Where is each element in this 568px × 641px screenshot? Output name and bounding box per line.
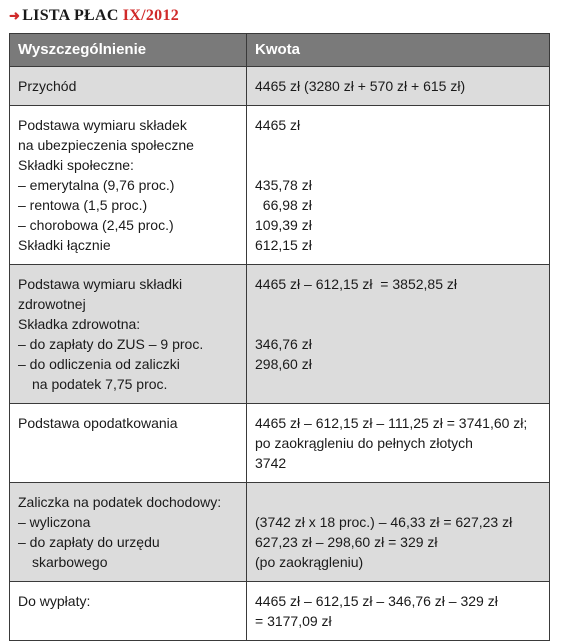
table-row <box>10 483 550 582</box>
cell-line: (3742 zł x 18 proc.) – 46,33 zł = 627,23 zł <box>255 514 513 530</box>
arrow-icon: ➜ <box>9 8 21 23</box>
cell-line: 612,15 zł <box>255 237 312 253</box>
cell-line: 109,39 zł <box>255 217 312 233</box>
cell-spacer <box>255 135 541 155</box>
row-amount <box>247 483 550 582</box>
cell-line: – emerytalna (9,76 proc.) <box>18 177 175 193</box>
document-title <box>9 4 179 28</box>
cell-line: skarbowego <box>32 554 108 570</box>
cell-spacer <box>255 294 541 314</box>
cell-line: na ubezpieczenia społeczne <box>18 137 194 153</box>
row-description <box>10 582 247 641</box>
row-description <box>10 265 247 404</box>
cell-line: 66,98 zł <box>255 197 312 213</box>
table-header-row <box>10 34 550 67</box>
row-description <box>10 404 247 483</box>
cell-line: 346,76 zł <box>255 336 312 352</box>
cell-line: Składki łącznie <box>18 237 111 253</box>
cell-line: po zaokrągleniu do pełnych złotych <box>255 435 473 451</box>
cell-line: Przychód <box>18 78 77 94</box>
row-description <box>10 67 247 106</box>
cell-line: 4465 zł – 612,15 zł = 3852,85 zł <box>255 276 457 292</box>
row-amount <box>247 582 550 641</box>
cell-line: Składka zdrowotna: <box>18 316 141 332</box>
cell-line: Zaliczka na podatek dochodowy: <box>18 494 222 510</box>
row-amount <box>247 67 550 106</box>
cell-line: – wyliczona <box>18 514 91 530</box>
cell-line: Do wypłaty: <box>18 593 91 609</box>
cell-line: Składki społeczne: <box>18 157 134 173</box>
cell-line: 4465 zł <box>255 117 301 133</box>
cell-line: – do zapłaty do ZUS – 9 proc. <box>18 336 204 352</box>
cell-line: 4465 zł – 612,15 zł – 111,25 zł = 3741,60 zł; <box>255 415 528 431</box>
payroll-table <box>9 33 550 641</box>
row-description <box>10 106 247 265</box>
cell-line: (po zaokrągleniu) <box>255 554 364 570</box>
cell-line: – do odliczenia od zaliczki <box>18 356 180 372</box>
row-amount <box>247 265 550 404</box>
cell-line: 435,78 zł <box>255 177 312 193</box>
header-description: Wyszczególnienie <box>10 34 247 67</box>
cell-line: = 3177,09 zł <box>255 613 332 629</box>
cell-line: zdrowotnej <box>18 296 86 312</box>
cell-line: – rentowa (1,5 proc.) <box>18 197 148 213</box>
cell-line: – chorobowa (2,45 proc.) <box>18 217 174 233</box>
header-amount: Kwota <box>247 34 550 67</box>
cell-line: 4465 zł – 612,15 zł – 346,76 zł – 329 zł <box>255 593 498 609</box>
row-description <box>10 483 247 582</box>
cell-line: Podstawa wymiaru składek <box>18 117 187 133</box>
cell-spacer <box>255 314 541 334</box>
table-row <box>10 404 550 483</box>
cell-spacer <box>255 492 541 512</box>
table-row <box>10 582 550 641</box>
table-row <box>10 67 550 106</box>
cell-line: – do zapłaty do urzędu <box>18 534 160 550</box>
title-prefix: LISTA PŁAC <box>22 7 119 24</box>
table-row <box>10 106 550 265</box>
cell-spacer <box>255 155 541 175</box>
row-amount <box>247 404 550 483</box>
cell-line: 298,60 zł <box>255 356 312 372</box>
title-period: IX/2012 <box>122 7 180 24</box>
cell-line: na podatek 7,75 proc. <box>32 376 168 392</box>
cell-line: 4465 zł (3280 zł + 570 zł + 615 zł) <box>255 78 466 94</box>
row-amount <box>247 106 550 265</box>
cell-line: 3742 <box>255 455 287 471</box>
table-row <box>10 265 550 404</box>
cell-line: 627,23 zł – 298,60 zł = 329 zł <box>255 534 438 550</box>
cell-line: Podstawa wymiaru składki <box>18 276 183 292</box>
cell-line: Podstawa opodatkowania <box>18 415 178 431</box>
